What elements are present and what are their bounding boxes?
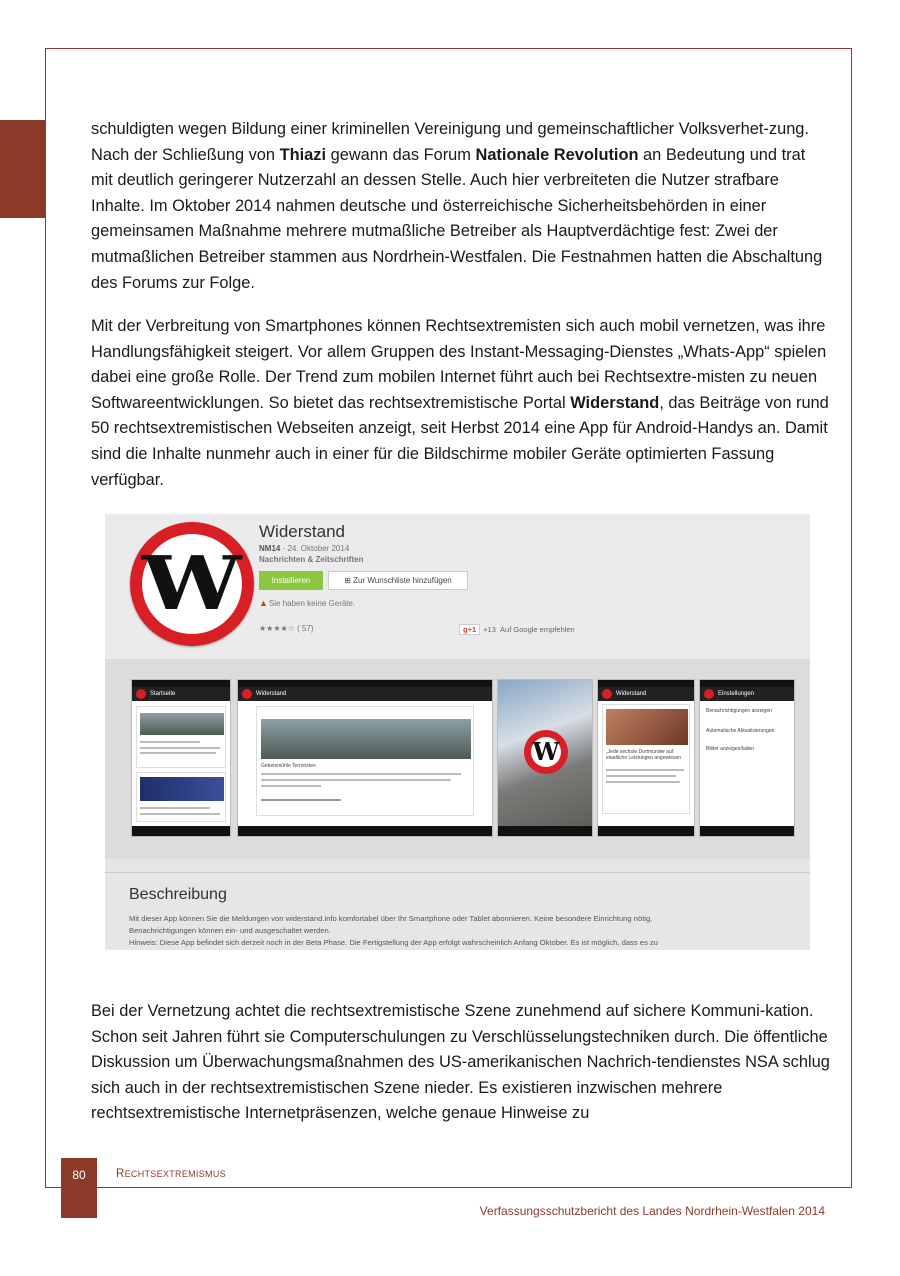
thumb-caption: Gebetsmühle Terroristen <box>261 763 316 769</box>
app-developer[interactable]: NM14 <box>259 544 281 553</box>
text: an Bedeutung und trat mit deutlich geringerer Nutzerzahl an dessen Stelle. Auch hier verbreiteten die Nutzer strafbare Inhalte. Im Oktober 2014 nahmen deutsche und österreichische Sicherheitsbehörden in einer gemeinsamen Maßnahme mehrere mutmaßliche Betreiber als Hauptverdächtige fest: Zwei der mutmaßlichen Betreiber stammen aus Nordrhein-Westfalen. Die Festnahmen hatten die Abschaltung des Forums zur Folge. <box>91 145 823 292</box>
thumb-title: Widerstand <box>256 691 287 697</box>
paragraph-1 <box>91 117 831 296</box>
screenshot-thumb-2[interactable] <box>237 679 493 837</box>
section-rest: ECHTSEXTREMISMUS <box>124 1169 226 1179</box>
thumb-title: Startseite <box>150 691 176 697</box>
settings-item: Automatische Aktualisierungen <box>706 728 775 734</box>
logo-letter: W <box>142 541 242 627</box>
description-line: Mit dieser App können Sie die Meldungen von widerstand.info komfortabel über Ihr Smartphone oder Tablet abonnieren. Keine besondere Einrichtung nötig. <box>129 914 653 923</box>
bold-term: Nationale Revolution <box>475 145 639 164</box>
app-title: Widerstand <box>259 522 345 541</box>
warning-icon: ▲ <box>259 598 268 608</box>
section-initial: R <box>116 1168 125 1180</box>
app-header <box>105 514 810 659</box>
divider <box>105 872 810 873</box>
paragraph-2 <box>91 314 831 493</box>
section-title <box>116 1168 226 1180</box>
text: , das Beiträge von rund 50 rechtsextremistischen Webseiten anzeigt, seit Herbst 2014 eine App für Android-Handys an. Damit sind die Inhalte nunmehr auch in einer für die Bildschirme mobiler Geräte optimierten Fassung verfügbar. <box>91 393 829 489</box>
screenshot-thumb-4[interactable] <box>597 679 695 837</box>
bold-term: Widerstand <box>570 393 660 412</box>
text: Bei der Vernetzung achtet die rechtsextremistische Szene zunehmend auf sichere Kommuni-kation. Schon seit Jahren führt sie Computerschulungen zu Verschlüsselungstechniken durch. Die öffentliche Diskussion um Überwachungsmaßnahmen des US-amerikanischen Nachrich-tendienstes NSA schlug sich auch in der rechtsextremistischen Szene nieder. Es existieren inzwischen mehrere rechtsextremistische Internetpräsenzen, welche genaue Hinweise zu <box>91 1002 830 1123</box>
page-number-box <box>61 1158 97 1218</box>
side-tab-marker <box>0 120 46 218</box>
rating <box>259 624 314 633</box>
app-meta <box>259 543 363 565</box>
install-button[interactable]: Installieren <box>259 571 323 590</box>
app-logo <box>130 522 254 646</box>
paragraph-3 <box>91 999 831 1127</box>
app-category[interactable]: Nachrichten & Zeitschriften <box>259 555 364 564</box>
page-number: 80 <box>72 1168 86 1182</box>
text: schuldigten wegen Bildung einer kriminellen Vereinigung und gemeinschaftlicher Volksverhet-zung. Nach der Schließung von <box>91 120 809 164</box>
gplus-text: Auf Google empfehlen <box>500 625 575 634</box>
thumb-caption: „Jede sechste Dortmunder auf staatliche Leistungen angewiesen <box>606 749 682 761</box>
text: gewann das Forum <box>326 145 476 164</box>
thumb-title: Einstellungen <box>718 691 755 697</box>
logo-letter: W <box>532 737 560 766</box>
bold-term: Thiazi <box>279 145 327 164</box>
report-title: Verfassungsschutzbericht des Landes Nordrhein-Westfalen 2014 <box>479 1204 825 1218</box>
bookmark-icon: ⊞ <box>344 576 354 585</box>
screenshot-thumb-3[interactable] <box>497 679 593 837</box>
wishlist-label: Zur Wunschliste hinzufügen <box>353 576 452 585</box>
app-date: - 24. Oktober 2014 <box>280 544 350 553</box>
rating-stars-icon: ★★★★☆ <box>259 624 295 633</box>
rating-count: ( 57) <box>297 624 314 633</box>
description-heading: Beschreibung <box>129 886 227 903</box>
device-warning <box>259 598 355 608</box>
app-store-screenshot <box>105 514 810 950</box>
description-text <box>129 913 799 949</box>
settings-item: Benachrichtigungen anzeigen <box>706 708 772 714</box>
gplus-recommend[interactable] <box>459 624 575 635</box>
screenshot-thumb-1[interactable] <box>131 679 231 837</box>
settings-item: Bilder anzeigen/laden <box>706 746 755 752</box>
warning-text: Sie haben keine Geräte. <box>268 599 356 608</box>
gplus-button[interactable]: g+1 <box>459 624 480 635</box>
description-line: Hinweis: Diese App befindet sich derzeit noch in der Beta Phase. Die Fertigstellung der App erfolgt wahrscheinlich Anfang Oktober. Es ist möglich, dass es zu <box>129 938 658 947</box>
gplus-count: +13 <box>483 625 496 634</box>
thumb-title: Widerstand <box>616 691 647 697</box>
wishlist-button[interactable] <box>328 571 468 590</box>
screenshot-thumb-5[interactable] <box>699 679 795 837</box>
screenshot-strip <box>105 659 810 859</box>
description-line: Benachrichtigungen können ein- und ausgeschaltet werden. <box>129 926 331 935</box>
text: Mit der Verbreitung von Smartphones können Rechtsextremisten sich auch mobil vernetzen, was ihre Handlungsfähigkeit steigert. Vor allem Gruppen des Instant-Messaging-Dienstes „Whats-App“ spielen dabei eine große Rolle. Der Trend zum mobilen Internet führt auch bei Rechtsextre-misten zu neuen Softwareentwicklungen. So bietet das rechtsextremistische Portal <box>91 317 827 412</box>
